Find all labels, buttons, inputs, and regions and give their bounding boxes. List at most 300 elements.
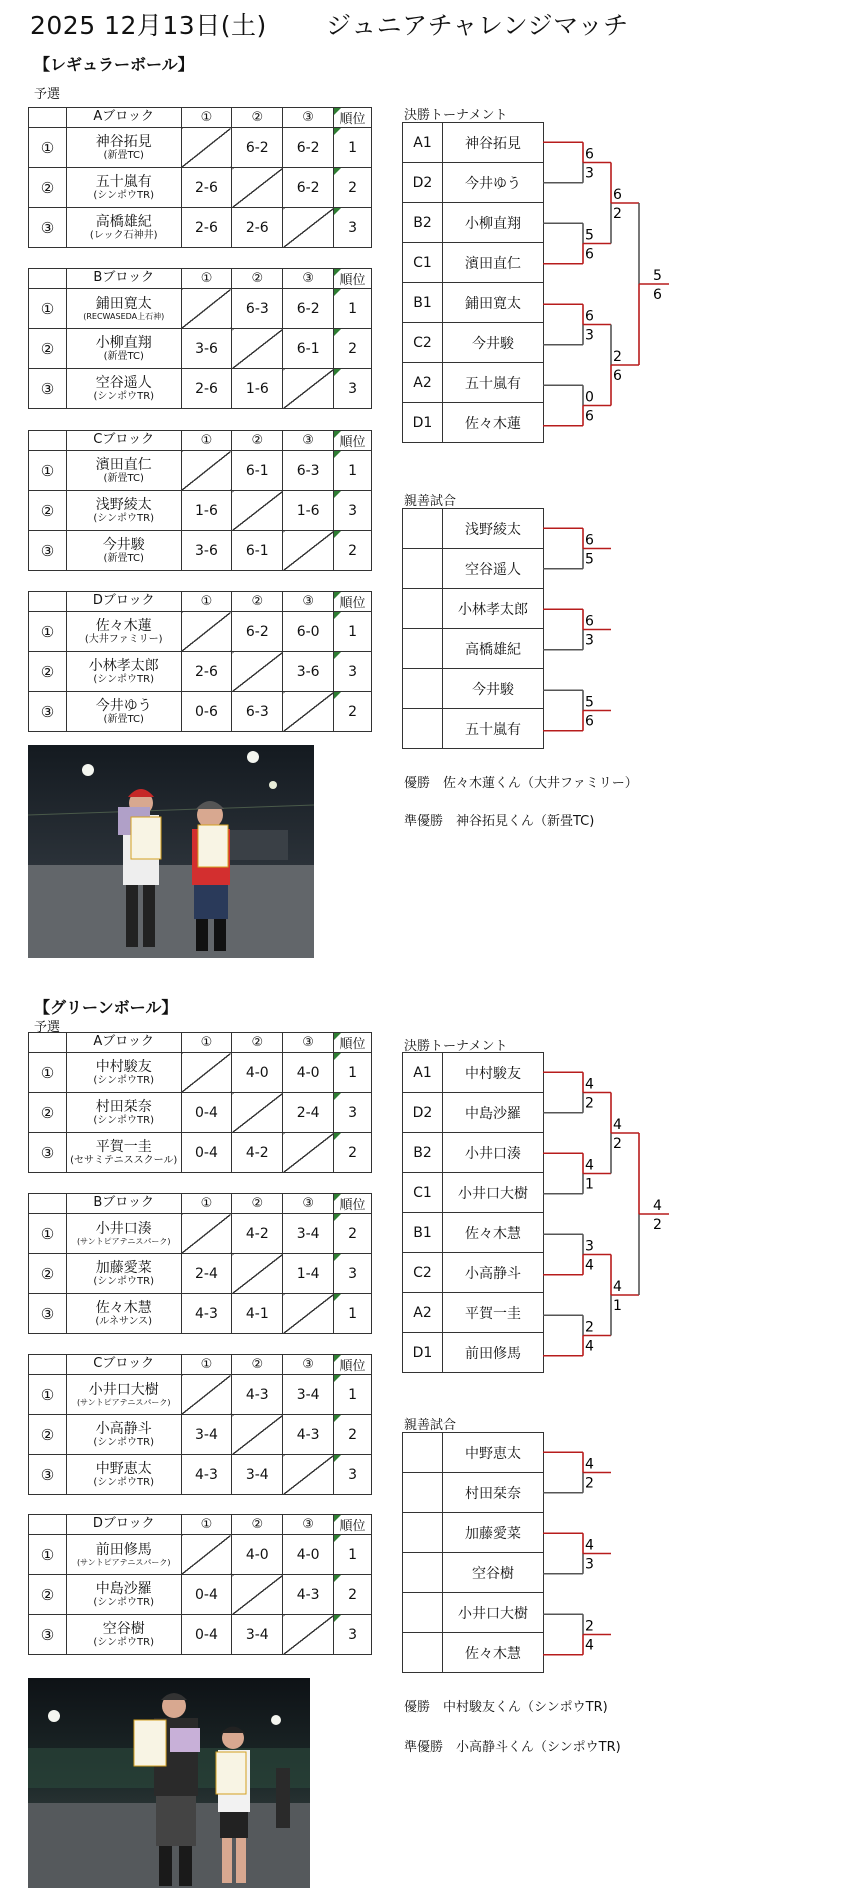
score-cell: 4-3 — [232, 1375, 283, 1415]
player-name: 小井口大樹 — [88, 1381, 159, 1398]
corner-mark — [334, 1194, 341, 1201]
player-name: 鋪田寛太 — [95, 295, 152, 312]
tournament-row — [403, 363, 544, 403]
score-cell — [181, 128, 232, 168]
friendly-row — [403, 1473, 544, 1513]
entrant-name: 中野恵太 — [443, 1433, 544, 1473]
tournament-row — [403, 403, 544, 443]
award-photo-green — [28, 1678, 310, 1888]
player-cell — [66, 208, 181, 248]
match-score: 2 — [585, 1319, 594, 1336]
entrant-name: 平賀一圭 — [443, 1293, 544, 1333]
corner-cell — [29, 108, 67, 128]
player-name: 中島沙羅 — [95, 1580, 152, 1597]
match-score: 3 — [585, 1238, 594, 1255]
seed: D2 — [403, 163, 443, 203]
rank-header: 順位 — [334, 269, 372, 289]
tournament-row — [403, 1293, 544, 1333]
match-score: 3 — [585, 327, 594, 344]
score-cell — [283, 369, 334, 409]
bracket-lines-green — [543, 1052, 693, 1382]
corner-mark — [334, 1415, 341, 1422]
friendly-row — [403, 629, 544, 669]
score-cell: 4-3 — [283, 1415, 334, 1455]
score-cell — [181, 1214, 232, 1254]
score-cell — [181, 451, 232, 491]
match-score: 4 — [585, 1637, 594, 1654]
table-row — [29, 1214, 372, 1254]
player-club: (シンポウTR) — [93, 1476, 155, 1488]
seed: A2 — [403, 363, 443, 403]
col-header: ③ — [283, 1194, 334, 1214]
player-club: (大井ファミリー) — [84, 633, 163, 645]
table-row — [29, 1455, 372, 1495]
score-cell — [232, 168, 283, 208]
match-score: 2 — [585, 1618, 594, 1635]
tournament-label-green: 決勝トーナメント — [404, 1039, 508, 1054]
table-row — [29, 692, 372, 732]
corner-mark — [334, 289, 341, 296]
player-club: (シンポウTR) — [93, 390, 155, 402]
rank-cell: 2 — [334, 168, 372, 208]
score-cell: 6-3 — [283, 451, 334, 491]
player-cell — [66, 1133, 181, 1173]
entrant-name: 前田修馬 — [443, 1333, 544, 1373]
score-cell: 2-4 — [283, 1093, 334, 1133]
score-cell: 3-4 — [232, 1455, 283, 1495]
entrant-name: 濱田直仁 — [443, 243, 544, 283]
rank-cell: 1 — [334, 451, 372, 491]
col-header: ③ — [283, 1355, 334, 1375]
friendly-row — [403, 1633, 544, 1673]
bracket-lines-regular — [543, 122, 693, 452]
score-cell: 1-4 — [283, 1254, 334, 1294]
seed: C2 — [403, 323, 443, 363]
score-cell — [232, 1093, 283, 1133]
player-name: 小高静斗 — [95, 1420, 152, 1437]
rank-cell: 3 — [334, 1455, 372, 1495]
entrant-name: 神谷拓見 — [443, 123, 544, 163]
score-cell — [181, 1053, 232, 1093]
corner-mark — [334, 1615, 341, 1622]
score-cell — [283, 1133, 334, 1173]
rank-header: 順位 — [334, 1515, 372, 1535]
corner-cell — [29, 431, 67, 451]
block-table — [28, 1193, 372, 1334]
seed — [403, 1553, 443, 1593]
player-number: ② — [29, 491, 67, 531]
entrant-name: 浅野綾太 — [443, 509, 544, 549]
match-score: 4 — [585, 1076, 594, 1093]
corner-mark — [334, 108, 341, 115]
final-score: 5 — [653, 268, 662, 284]
match-score: 4 — [585, 1456, 594, 1473]
corner-mark — [334, 369, 341, 376]
table-row — [29, 1254, 372, 1294]
player-number: ② — [29, 1254, 67, 1294]
col-header: ② — [232, 1515, 283, 1535]
col-header: ② — [232, 1033, 283, 1053]
match-score: 4 — [613, 1279, 622, 1295]
player-cell — [66, 1375, 181, 1415]
player-club: (シンポウTR) — [93, 1596, 155, 1608]
col-header: ② — [232, 1194, 283, 1214]
seed — [403, 669, 443, 709]
table-row — [29, 208, 372, 248]
score-cell: 6-1 — [232, 451, 283, 491]
rank-cell: 3 — [334, 1093, 372, 1133]
score-cell: 6-1 — [232, 531, 283, 571]
rank-cell: 3 — [334, 208, 372, 248]
player-name: 佐々木蓮 — [95, 617, 152, 634]
tournament-bracket-regular — [402, 122, 544, 443]
match-score: 4 — [585, 1157, 594, 1174]
match-score: 3 — [585, 1556, 594, 1573]
entrant-name: 小高静斗 — [443, 1253, 544, 1293]
rank-cell: 3 — [334, 1615, 372, 1655]
friendly-lines-green — [543, 1432, 643, 1680]
match-score: 6 — [585, 146, 594, 163]
corner-mark — [334, 612, 341, 619]
player-number: ③ — [29, 208, 67, 248]
score-cell: 6-2 — [283, 128, 334, 168]
player-name: 小柳直翔 — [95, 334, 152, 351]
player-club: (サントピアテニスパーク) — [76, 1557, 171, 1567]
match-score: 1 — [585, 1176, 594, 1193]
player-cell — [66, 1254, 181, 1294]
match-score: 2 — [613, 206, 622, 222]
col-header: ③ — [283, 269, 334, 289]
corner-cell — [29, 592, 67, 612]
seed — [403, 509, 443, 549]
winner-green: 優勝 中村駿友くん（シンポウTR) — [404, 1700, 608, 1715]
section-heading-regular: 【レギュラーボール】 — [34, 55, 194, 74]
block-name: Dブロック — [66, 1515, 181, 1535]
score-cell — [283, 1294, 334, 1334]
prelim-label-regular: 予選 — [34, 87, 61, 102]
match-score: 0 — [585, 389, 594, 406]
player-club: (新畳TC) — [103, 350, 144, 362]
match-score: 2 — [613, 1136, 622, 1152]
player-number: ② — [29, 652, 67, 692]
match-score: 4 — [585, 1537, 594, 1554]
corner-mark — [334, 431, 341, 438]
score-cell: 0-4 — [181, 1133, 232, 1173]
block-table — [28, 107, 372, 248]
table-row — [29, 289, 372, 329]
corner-mark — [334, 1033, 341, 1040]
col-header: ② — [232, 592, 283, 612]
player-name: 加藤愛菜 — [95, 1259, 152, 1276]
seed: D2 — [403, 1093, 443, 1133]
tournament-row — [403, 203, 544, 243]
col-header: ③ — [283, 1515, 334, 1535]
seed — [403, 709, 443, 749]
table-row — [29, 612, 372, 652]
friendly-label-green: 親善試合 — [404, 1418, 457, 1433]
rank-cell: 1 — [334, 289, 372, 329]
seed: B1 — [403, 1213, 443, 1253]
tournament-row — [403, 1253, 544, 1293]
score-cell: 1-6 — [181, 491, 232, 531]
col-header: ② — [232, 108, 283, 128]
score-cell — [181, 1535, 232, 1575]
player-cell — [66, 329, 181, 369]
rank-cell: 2 — [334, 692, 372, 732]
player-number: ③ — [29, 369, 67, 409]
score-cell — [283, 531, 334, 571]
score-cell: 1-6 — [283, 491, 334, 531]
corner-mark — [334, 1133, 341, 1140]
score-cell: 6-3 — [232, 289, 283, 329]
table-row — [29, 1133, 372, 1173]
seed: D1 — [403, 1333, 443, 1373]
entrant-name: 鋪田寛太 — [443, 283, 544, 323]
score-cell: 4-3 — [283, 1575, 334, 1615]
col-header: ② — [232, 431, 283, 451]
tournament-row — [403, 1213, 544, 1253]
player-cell — [66, 1053, 181, 1093]
player-name: 前田修馬 — [95, 1541, 152, 1558]
col-header: ① — [181, 1355, 232, 1375]
rank-cell: 1 — [334, 1294, 372, 1334]
table-row — [29, 1093, 372, 1133]
match-score: 3 — [585, 165, 594, 182]
score-cell — [181, 289, 232, 329]
player-number: ② — [29, 329, 67, 369]
entrant-name: 今井ゆう — [443, 163, 544, 203]
entrant-name: 中島沙羅 — [443, 1093, 544, 1133]
corner-mark — [334, 329, 341, 336]
rank-cell: 2 — [334, 1415, 372, 1455]
friendly-row — [403, 1433, 544, 1473]
player-club: (シンポウTR) — [93, 1436, 155, 1448]
score-cell: 6-2 — [232, 612, 283, 652]
player-number: ③ — [29, 1133, 67, 1173]
player-cell — [66, 1214, 181, 1254]
player-number: ① — [29, 612, 67, 652]
player-cell — [66, 128, 181, 168]
entrant-name: 村田栞奈 — [443, 1473, 544, 1513]
entrant-name: 小井口大樹 — [443, 1593, 544, 1633]
player-cell — [66, 451, 181, 491]
score-cell — [283, 208, 334, 248]
score-cell: 3-4 — [283, 1375, 334, 1415]
player-number: ② — [29, 1575, 67, 1615]
seed: C1 — [403, 243, 443, 283]
entrant-name: 佐々木蓮 — [443, 403, 544, 443]
rank-header: 順位 — [334, 1033, 372, 1053]
match-score: 6 — [585, 308, 594, 325]
rank-cell: 1 — [334, 1535, 372, 1575]
score-cell: 4-3 — [181, 1455, 232, 1495]
tournament-row — [403, 283, 544, 323]
col-header: ① — [181, 1515, 232, 1535]
player-name: 空谷樹 — [102, 1620, 145, 1637]
corner-cell — [29, 1033, 67, 1053]
score-cell — [283, 692, 334, 732]
match-score: 5 — [585, 694, 594, 711]
player-club: (レック石神井) — [89, 229, 158, 241]
friendly-row — [403, 549, 544, 589]
corner-mark — [334, 531, 341, 538]
corner-cell — [29, 1355, 67, 1375]
tournament-row — [403, 1133, 544, 1173]
player-number: ① — [29, 1053, 67, 1093]
player-number: ③ — [29, 1294, 67, 1334]
table-row — [29, 168, 372, 208]
col-header: ① — [181, 1194, 232, 1214]
entrant-name: 中村駿友 — [443, 1053, 544, 1093]
corner-mark — [334, 451, 341, 458]
tournament-row — [403, 123, 544, 163]
player-cell — [66, 531, 181, 571]
rank-header: 順位 — [334, 1355, 372, 1375]
player-cell — [66, 1575, 181, 1615]
corner-mark — [334, 1093, 341, 1100]
score-cell — [232, 1575, 283, 1615]
match-score: 4 — [585, 1338, 594, 1355]
table-row — [29, 1375, 372, 1415]
table-row — [29, 329, 372, 369]
seed: A1 — [403, 1053, 443, 1093]
seed: B2 — [403, 1133, 443, 1173]
tournament-row — [403, 243, 544, 283]
friendly-row — [403, 669, 544, 709]
rank-header: 順位 — [334, 592, 372, 612]
table-row — [29, 1053, 372, 1093]
player-number: ① — [29, 1214, 67, 1254]
score-cell: 2-6 — [181, 208, 232, 248]
player-name: 空谷遥人 — [95, 374, 152, 391]
player-number: ③ — [29, 531, 67, 571]
score-cell — [283, 1455, 334, 1495]
rank-cell: 1 — [334, 1375, 372, 1415]
seed: C2 — [403, 1253, 443, 1293]
rank-cell: 1 — [334, 1053, 372, 1093]
block-name: Dブロック — [66, 592, 181, 612]
final-score: 6 — [653, 287, 662, 303]
match-score: 4 — [613, 1117, 622, 1133]
runner-up-regular: 準優勝 神谷拓見くん（新畳TC) — [404, 814, 595, 829]
table-row — [29, 451, 372, 491]
player-number: ① — [29, 289, 67, 329]
rank-cell: 1 — [334, 612, 372, 652]
seed — [403, 1513, 443, 1553]
entrant-name: 佐々木慧 — [443, 1213, 544, 1253]
block-name: Cブロック — [66, 431, 181, 451]
player-number: ③ — [29, 1615, 67, 1655]
friendly-row — [403, 509, 544, 549]
friendly-row — [403, 589, 544, 629]
score-cell: 2-4 — [181, 1254, 232, 1294]
entrant-name: 小林孝太郎 — [443, 589, 544, 629]
player-name: 佐々木慧 — [95, 1299, 152, 1316]
rank-cell: 2 — [334, 1133, 372, 1173]
entrant-name: 高橋雄紀 — [443, 629, 544, 669]
block-name: Aブロック — [66, 1033, 181, 1053]
col-header: ① — [181, 431, 232, 451]
block-table — [28, 1032, 372, 1173]
score-cell: 4-2 — [232, 1214, 283, 1254]
player-club: (シンポウTR) — [93, 1275, 155, 1287]
score-cell — [232, 652, 283, 692]
corner-mark — [334, 1294, 341, 1301]
player-club: (シンポウTR) — [93, 673, 155, 685]
rank-cell: 3 — [334, 491, 372, 531]
rank-cell: 2 — [334, 329, 372, 369]
block-table — [28, 268, 372, 409]
entrant-name: 小井口湊 — [443, 1133, 544, 1173]
table-row — [29, 1415, 372, 1455]
seed — [403, 629, 443, 669]
col-header: ③ — [283, 1033, 334, 1053]
player-name: 五十嵐有 — [95, 173, 152, 190]
player-name: 濱田直仁 — [95, 456, 152, 473]
corner-mark — [334, 592, 341, 599]
score-cell: 6-3 — [232, 692, 283, 732]
score-cell: 1-6 — [232, 369, 283, 409]
score-cell: 4-0 — [283, 1535, 334, 1575]
tournament-row — [403, 1173, 544, 1213]
player-cell — [66, 1294, 181, 1334]
rank-cell: 3 — [334, 652, 372, 692]
table-row — [29, 369, 372, 409]
friendly-lines-regular — [543, 508, 643, 756]
match-score: 4 — [585, 1257, 594, 1274]
corner-mark — [334, 1515, 341, 1522]
score-cell: 2-6 — [181, 369, 232, 409]
player-name: 浅野綾太 — [95, 496, 152, 513]
player-number: ① — [29, 451, 67, 491]
corner-mark — [334, 491, 341, 498]
col-header: ③ — [283, 108, 334, 128]
score-cell: 4-1 — [232, 1294, 283, 1334]
col-header: ① — [181, 1033, 232, 1053]
tournament-bracket-green — [402, 1052, 544, 1373]
player-club: (RECWASEDA上石神) — [83, 311, 165, 321]
corner-mark — [334, 1375, 341, 1382]
final-score: 4 — [653, 1198, 662, 1214]
corner-mark — [334, 652, 341, 659]
score-cell — [181, 1375, 232, 1415]
tournament-row — [403, 163, 544, 203]
player-number: ① — [29, 1375, 67, 1415]
friendly-row — [403, 709, 544, 749]
match-score: 5 — [585, 551, 594, 568]
seed: A1 — [403, 123, 443, 163]
score-cell — [283, 1615, 334, 1655]
player-name: 今井駿 — [102, 536, 145, 553]
player-club: (シンポウTR) — [93, 189, 155, 201]
page-title: 2025 12月13日(土) ジュニアチャレンジマッチ — [30, 11, 629, 40]
score-cell: 0-6 — [181, 692, 232, 732]
match-score: 6 — [585, 246, 594, 263]
score-cell: 4-3 — [181, 1294, 232, 1334]
player-number: ② — [29, 1093, 67, 1133]
prelim-label-green: 予選 — [34, 1020, 61, 1035]
player-name: 小林孝太郎 — [88, 657, 159, 674]
entrant-name: 空谷樹 — [443, 1553, 544, 1593]
block-table — [28, 1514, 372, 1655]
tournament-row — [403, 323, 544, 363]
rank-header: 順位 — [334, 431, 372, 451]
award-photo-regular — [28, 745, 314, 958]
score-cell: 4-0 — [283, 1053, 334, 1093]
corner-mark — [334, 1535, 341, 1542]
runner-up-green: 準優勝 小高静斗くん（シンポウTR) — [404, 1740, 621, 1755]
table-row — [29, 531, 372, 571]
